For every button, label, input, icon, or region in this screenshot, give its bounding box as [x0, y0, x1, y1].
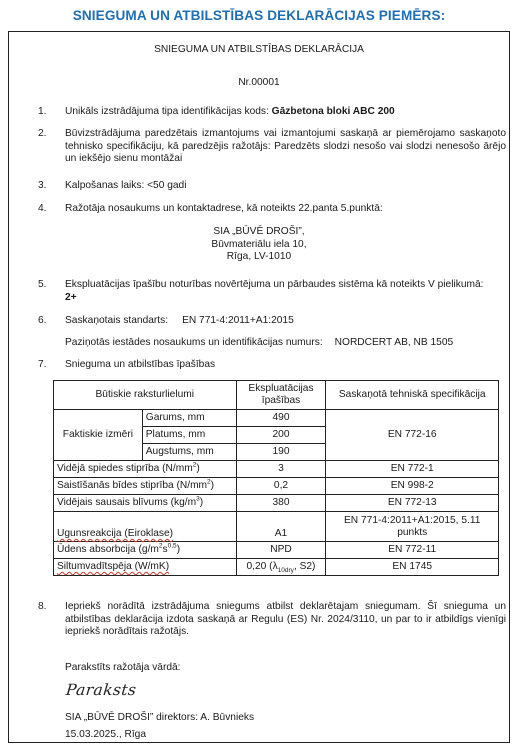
row-spec: EN 772-11 [326, 542, 499, 559]
item-number: 2. [38, 128, 47, 139]
performance-table [53, 380, 499, 576]
row-spec: EN 998-2 [326, 478, 499, 495]
item-number: 4. [38, 203, 47, 214]
page-heading: SNIEGUMA UN ATBILSTĪBAS DEKLARĀCIJAS PIEMĒRS: [72, 8, 446, 23]
row-spec: EN 771-4:2011+A1:2015, 5.11 punkts [326, 512, 499, 542]
row-value: 0,2 [236, 478, 326, 495]
dims-group-label: Faktiskie izmēri [54, 410, 143, 461]
declaration-title: SNIEGUMA UN ATBILSTĪBAS DEKLARĀCIJA [154, 44, 364, 55]
row-name: Ūdens absorbcija $(g/m^2s^{0,5})$ [54, 542, 237, 559]
item-text: Iepriekš norādītā izstrādājuma sniegums atbilst deklarētajam sniegumam. Šī snieguma un atbilstības deklarācija izdota saskaņā ar Regulu (ES) Nr. 2024/3110, un par to ir atbildīgs vienīgi iepriekš norādītais ražotājs. [65, 601, 506, 638]
row-name: Saistīšanās bīdes stiprība $(N/mm^2)$ [54, 478, 237, 495]
row-name: Vidējais sausais blīvums $(kg/m^3)$ [54, 495, 237, 512]
table-row [54, 512, 499, 542]
dim-name: Platums, mm [142, 427, 236, 444]
signer: SIA „BŪVĒ DROŠI” direktors: A. Būvnieks [65, 712, 255, 723]
item-number: 7. [38, 359, 47, 370]
header-performance: Ekspluatācijas īpašības [236, 381, 326, 410]
item-number: 3. [38, 180, 47, 191]
table-row [54, 461, 499, 478]
item-text: Ekspluatācijas īpašību noturības novērtējuma un pārbaudes sistēma kā noteikts V pielikumā: 2+ [65, 279, 484, 303]
table-row [54, 559, 499, 576]
row-value: NPD [236, 542, 326, 559]
manufacturer-street: Būvmateriālu iela 10, [211, 238, 307, 250]
product-code: Gāzbetona bloki ABC 200 [271, 106, 395, 117]
row-name: Siltumvadītspēja (W/mK) [54, 559, 237, 576]
date-place: 15.03.2025., Rīga [65, 729, 146, 740]
item-number: 8. [38, 601, 47, 612]
item-text: Būvizstrādājuma paredzētais izmantojums vai izmantojumi saskaņā ar piemērojamo saskaņoto tehnisko specifikāciju, kā paredzējis ražotājs: Paredzēts slodzi nesošo vai slodzi nenesošo ārējo un iekšējo sienu montāžai [65, 128, 506, 165]
table-row [54, 478, 499, 495]
harmonised-standard: EN 771-4:2011+A1:2015 [182, 315, 294, 326]
row-spec: EN 1745 [326, 559, 499, 576]
system-value: 2+ [65, 291, 77, 303]
item-text: Snieguma un atbilstības īpašības [65, 359, 216, 370]
row-value: 3 [236, 461, 326, 478]
row-spec: EN 772-13 [326, 495, 499, 512]
manufacturer-name: SIA „BŪVĒ DROŠI”, [213, 226, 305, 237]
dim-name: Augstums, mm [142, 444, 236, 461]
table-row [54, 542, 499, 559]
table-row [54, 410, 499, 427]
manufacturer-city: Rīga, LV-1010 [226, 251, 292, 263]
dims-spec: EN 772-16 [326, 410, 499, 461]
item-text: Ražotāja nosaukums un kontaktadrese, kā noteikts 22.panta 5.punktā: [65, 203, 383, 214]
notified-body: Paziņotās iestādes nosaukums un identifikācijas numurs: NORDCERT AB, NB 1505 [65, 337, 454, 348]
item-number: 5. [38, 279, 47, 290]
table-row [54, 495, 499, 512]
signed-label: Parakstīts ražotāja vārdā: [65, 662, 181, 673]
item-text: Saskaņotais standarts: EN 771-4:2011+A1:2015 [65, 315, 294, 326]
dim-value: 490 [236, 410, 326, 427]
table-header-row [54, 381, 499, 410]
manufacturer-address [0, 226, 518, 264]
row-value: 0,20 ($\lambda_{10dry}$, S2) [236, 559, 326, 576]
row-value: A1 [236, 512, 326, 542]
notified-body-value: NORDCERT AB, NB 1505 [334, 337, 454, 348]
header-spec: Saskaņotā tehniskā specifikācija [326, 381, 499, 410]
item-text: Unikāls izstrādājuma tipa identifikācijas kods: Gāzbetona bloki ABC 200 [65, 106, 395, 117]
item-number: 6. [38, 315, 47, 326]
dim-name: Garums, mm [142, 410, 236, 427]
header-characteristics: Būtiskie raksturlielumi [54, 381, 237, 410]
row-spec: EN 772-1 [326, 461, 499, 478]
row-value: 380 [236, 495, 326, 512]
signature: Paraksts [65, 681, 138, 699]
item-text: Kalpošanas laiks: <50 gadi [65, 180, 187, 191]
dim-value: 200 [236, 427, 326, 444]
row-name: Vidējā spiedes stiprība $(N/mm^2)$ [54, 461, 237, 478]
row-name: Ugunsreakcija (Eiroklase) [54, 512, 237, 542]
item-number: 1. [38, 106, 47, 117]
dim-value: 190 [236, 444, 326, 461]
declaration-number: Nr.00001 [238, 77, 280, 88]
